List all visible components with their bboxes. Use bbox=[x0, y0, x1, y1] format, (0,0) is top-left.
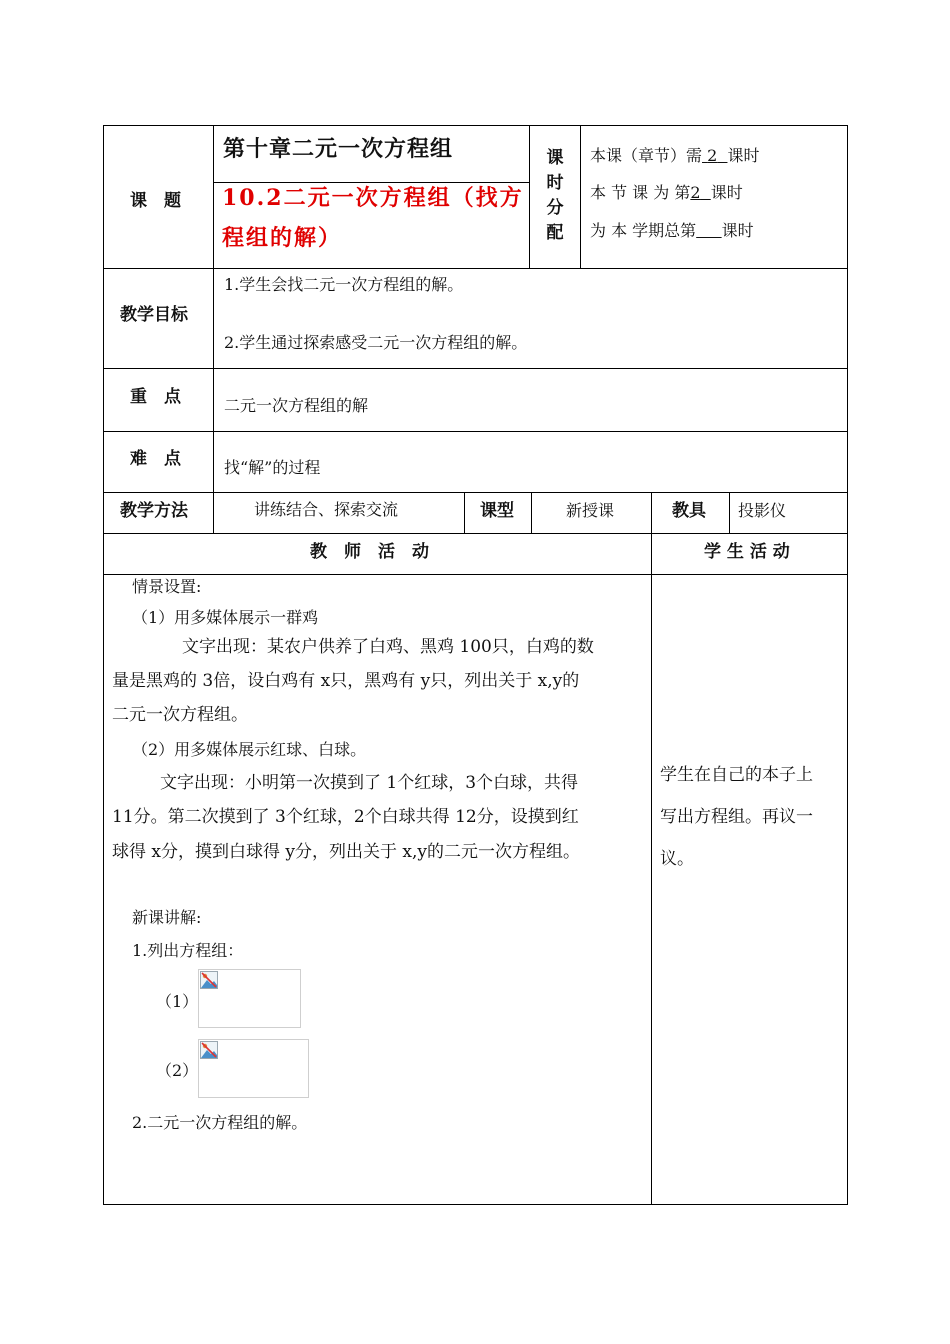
type-label: 课型 bbox=[480, 501, 514, 521]
equation-2-label: （2） bbox=[156, 1061, 199, 1080]
scene-item-2-line-1: 文字出现：小明第一次摸到了 1个红球，3个白球，共得 bbox=[160, 773, 579, 793]
time-line-2: 本 节 课 为 第2 课时 bbox=[590, 183, 743, 202]
scene-item-1-line-3: 二元一次方程组。 bbox=[112, 705, 248, 725]
tool-value: 投影仪 bbox=[738, 501, 787, 520]
time-line-3: 为 本 学期总第 课时 bbox=[590, 221, 754, 240]
equation-2-image bbox=[198, 1039, 309, 1098]
new-lesson-heading: 新课讲解: bbox=[132, 908, 202, 927]
step-2: 2.二元一次方程组的解。 bbox=[132, 1113, 308, 1132]
scene-item-1-line-2: 量是黑鸡的 3倍，设白鸡有 x只，黑鸡有 y只，列出关于 x,y的 bbox=[112, 671, 580, 691]
topic-label: 课 题 bbox=[130, 191, 181, 211]
time-allocation-label: 课 时 分 配 bbox=[546, 148, 564, 243]
key-point-label: 重 点 bbox=[130, 387, 181, 407]
goal-item-1: 1.学生会找二元一次方程组的解。 bbox=[224, 275, 464, 294]
teacher-activity-header: 教 师 活 动 bbox=[310, 542, 429, 562]
broken-image-icon bbox=[200, 971, 218, 989]
type-value: 新授课 bbox=[566, 501, 615, 520]
scene-item-2-line-3: 球得 x分，摸到白球得 y分，列出关于 x,y的二元一次方程组。 bbox=[112, 842, 580, 862]
scene-item-2-title: （2）用多媒体展示红球、白球。 bbox=[132, 740, 367, 759]
key-point-value: 二元一次方程组的解 bbox=[224, 396, 369, 415]
goals-label: 教学目标 bbox=[120, 305, 188, 325]
scene-heading: 情景设置: bbox=[132, 577, 202, 596]
goal-item-2: 2.学生通过探索感受二元一次方程组的解。 bbox=[224, 333, 528, 352]
scene-item-1-title: （1）用多媒体展示一群鸡 bbox=[132, 608, 319, 627]
equation-1-label: （1） bbox=[156, 992, 199, 1011]
step-1: 1.列出方程组： bbox=[132, 941, 244, 960]
broken-image-icon bbox=[200, 1041, 218, 1059]
tool-label: 教具 bbox=[672, 501, 706, 521]
method-label: 教学方法 bbox=[120, 501, 188, 521]
student-activity-header: 学 生 活 动 bbox=[704, 542, 790, 562]
student-activity-text: 学生在自己的本子上 写出方程组。再议一 议。 bbox=[660, 765, 813, 869]
method-value: 讲练结合、探索交流 bbox=[254, 500, 399, 519]
difficulty-label: 难 点 bbox=[130, 449, 181, 469]
scene-item-1-line-1: 文字出现：某农户供养了白鸡、黑鸡 100只，白鸡的数 bbox=[182, 637, 594, 657]
time-line-1: 本课（章节）需 2 课时 bbox=[590, 146, 760, 165]
difficulty-value: 找“解”的过程 bbox=[224, 458, 321, 477]
lesson-title: 10.2二元一次方程组（找方程组的解） bbox=[222, 185, 524, 251]
chapter-title: 第十章二元一次方程组 bbox=[223, 136, 454, 162]
equation-1-image bbox=[198, 969, 301, 1028]
scene-item-2-line-2: 11分。第二次摸到了 3个红球，2个白球共得 12分，设摸到红 bbox=[112, 807, 579, 827]
